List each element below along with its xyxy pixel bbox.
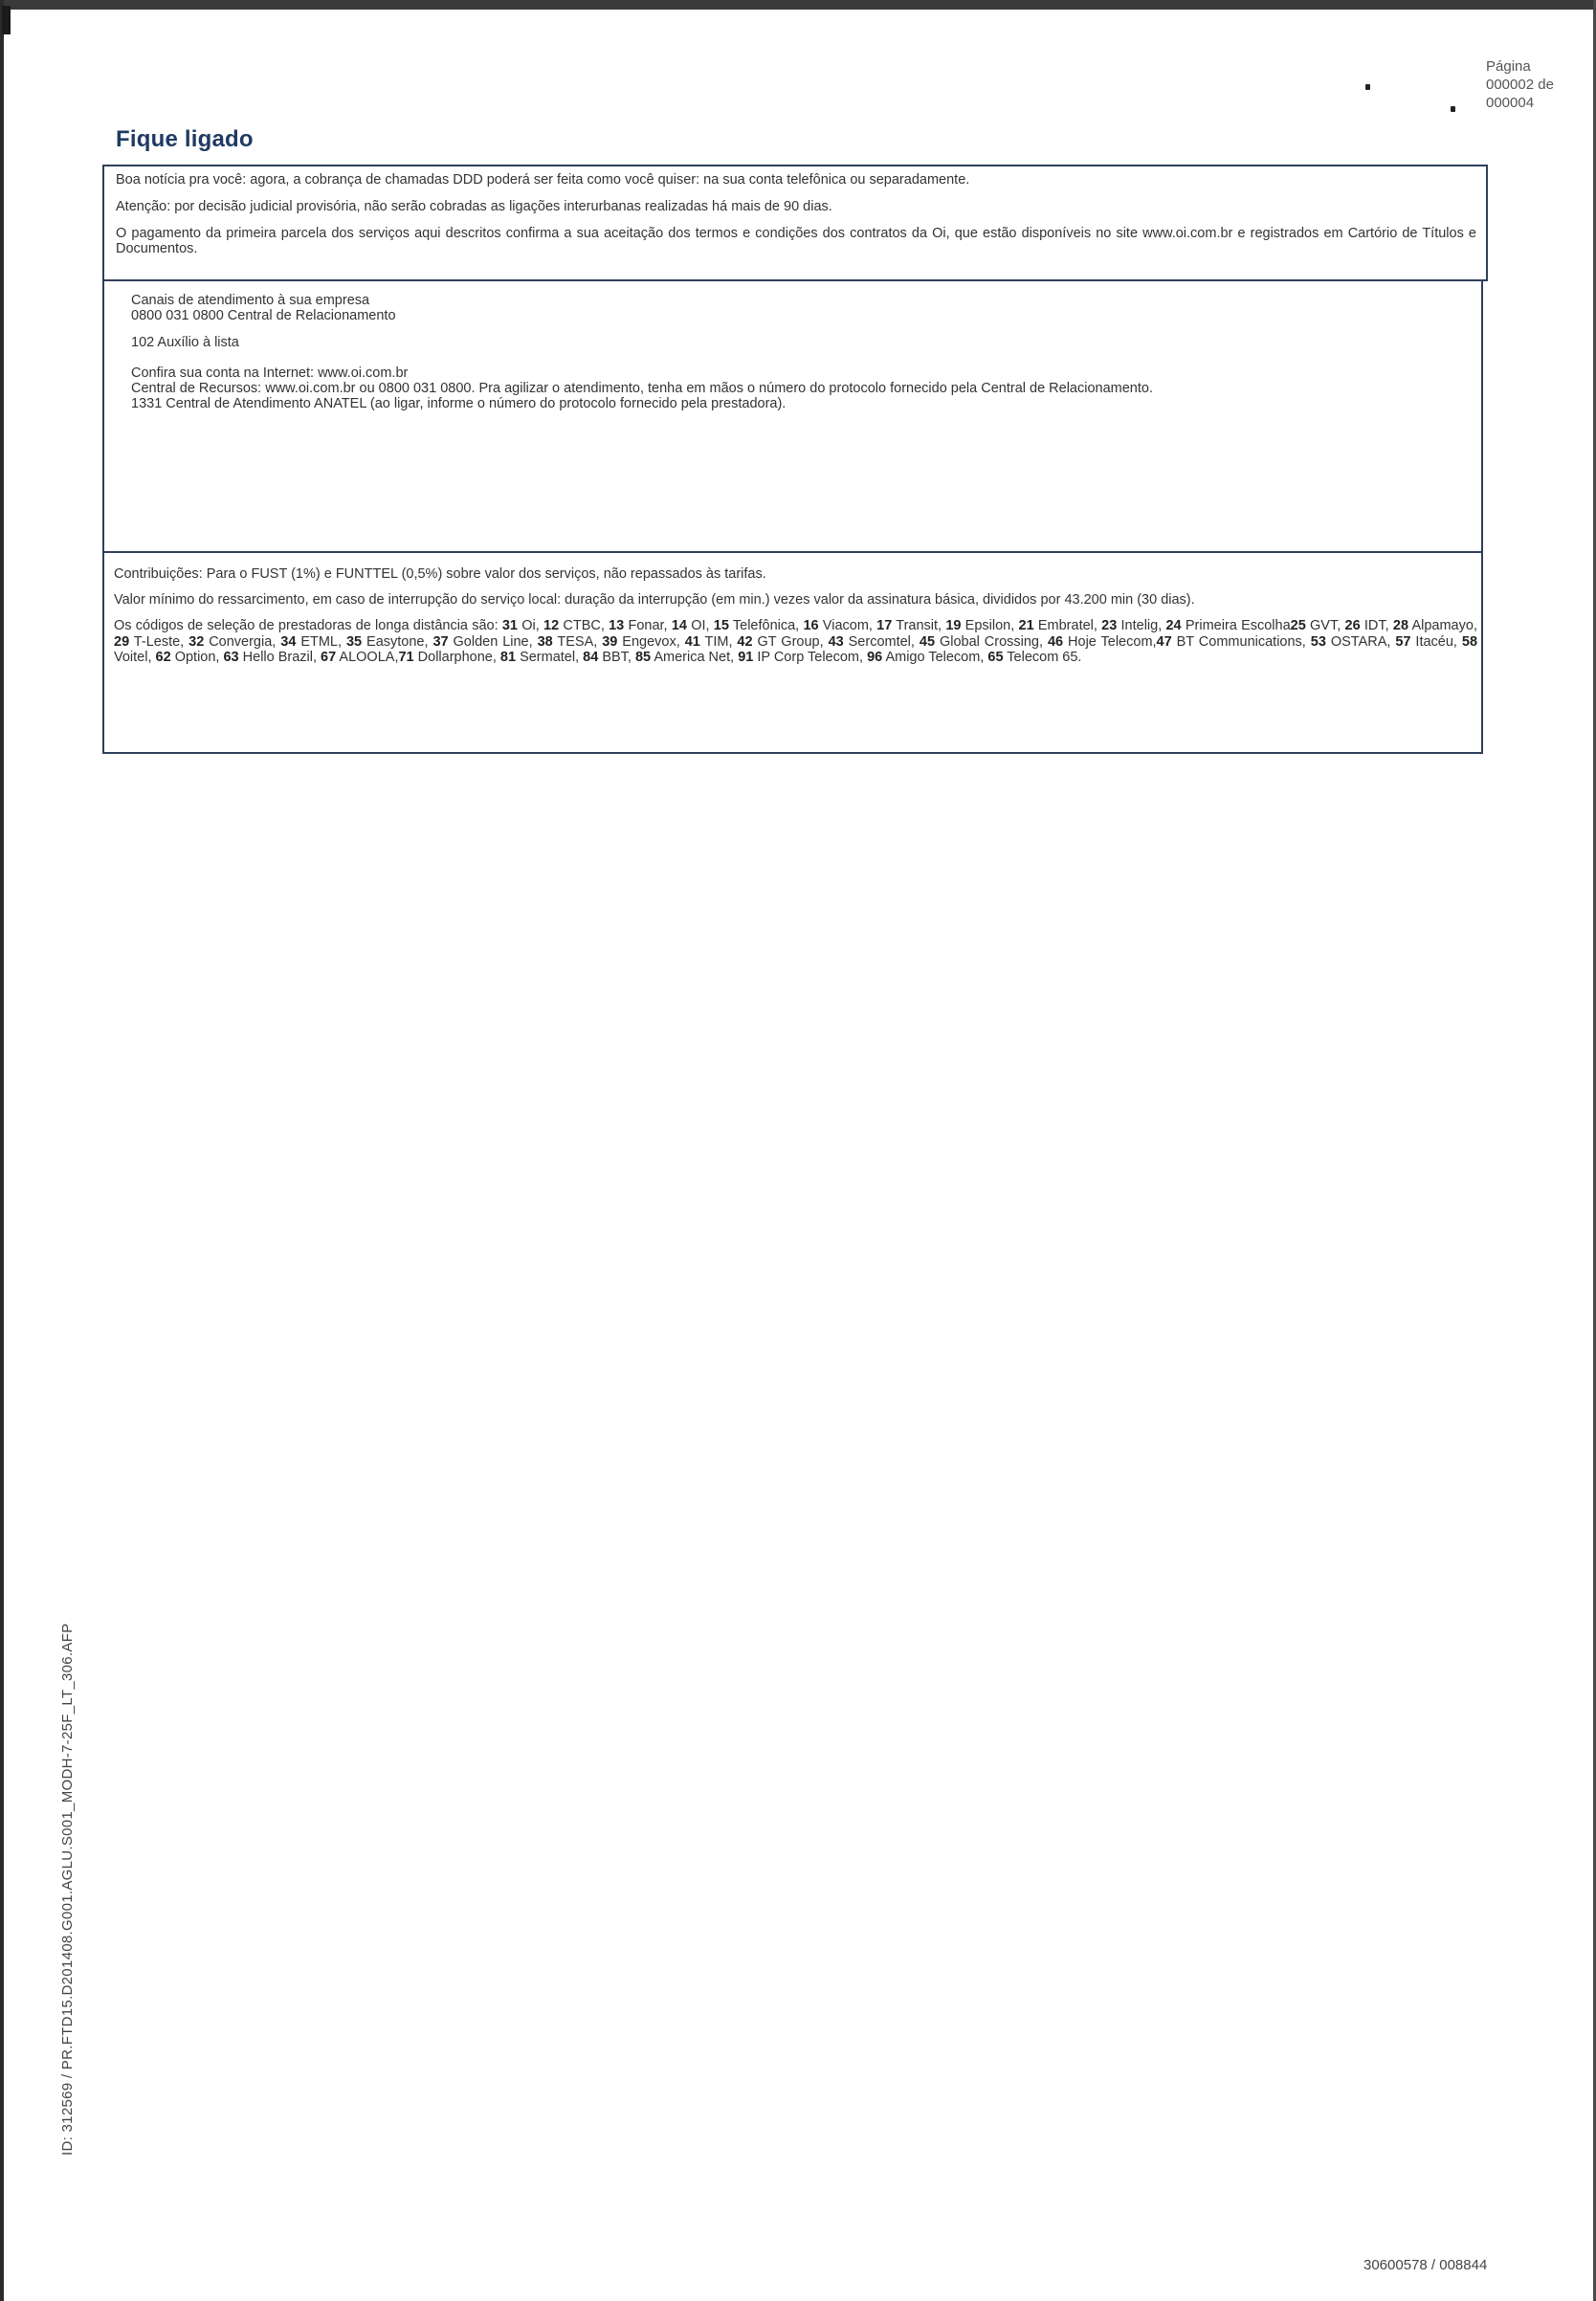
- carrier-code: 42: [737, 633, 753, 650]
- scan-top-edge: [0, 0, 1596, 10]
- carrier-code: 13: [609, 618, 625, 633]
- carrier-code: 38: [537, 633, 553, 650]
- channel-line: 0800 031 0800 Central de Relacionamento: [131, 308, 396, 323]
- carrier-name: T-Leste,: [129, 633, 189, 650]
- carrier-code: 96: [867, 650, 883, 665]
- carrier-name: Fonar,: [624, 618, 672, 633]
- carrier-name: America Net,: [651, 650, 739, 665]
- document-code: 30600578 / 008844: [1363, 2257, 1488, 2273]
- carrier-name: Embratel,: [1033, 618, 1102, 633]
- carrier-name: Sercomtel,: [843, 633, 920, 650]
- carrier-code: 25: [1290, 618, 1306, 633]
- carrier-code: 43: [828, 633, 844, 650]
- registration-mark: [1451, 106, 1455, 112]
- carrier-name: OSTARA,: [1325, 633, 1396, 650]
- carrier-name: Hoje Telecom,: [1063, 633, 1157, 650]
- carrier-code: 47: [1156, 633, 1172, 650]
- carrier-codes-paragraph: [114, 618, 1477, 666]
- carrier-code: 53: [1310, 633, 1326, 650]
- notice-paragraph: Atenção: por decisão judicial provisória, não serão cobradas as ligações interurbanas realizadas há mais de 90 dias.: [116, 199, 832, 214]
- page-number: [1486, 57, 1554, 112]
- carrier-code: 32: [188, 633, 205, 650]
- contributions-box: [102, 551, 1483, 754]
- carrier-name: Telecom 65.: [1003, 650, 1082, 665]
- carrier-name: Alpamayo,: [1408, 618, 1477, 633]
- carrier-code: 45: [919, 633, 936, 650]
- carrier-name: Global Crossing,: [935, 633, 1048, 650]
- section-title: Fique ligado: [116, 126, 254, 152]
- channel-line: 1331 Central de Atendimento ANATEL (ao ligar, informe o número do protocolo fornecido pela prestadora).: [131, 396, 787, 411]
- carrier-code: 31: [501, 618, 518, 633]
- carrier-code: 28: [1392, 618, 1409, 633]
- contrib-paragraph: Contribuições: Para o FUST (1%) e FUNTTEL (0,5%) sobre valor dos serviços, não repassados às tarifas.: [114, 566, 766, 582]
- carrier-code: 85: [634, 650, 652, 665]
- carrier-code: 39: [602, 633, 618, 650]
- carrier-name: Oi,: [518, 618, 543, 633]
- carrier-name: Primeira Escolha: [1181, 618, 1291, 633]
- carrier-name: TIM,: [699, 633, 738, 650]
- carrier-name: Telefônica,: [728, 618, 804, 633]
- carrier-code: 71: [398, 650, 414, 665]
- channel-line: Central de Recursos: www.oi.com.br ou 0800 031 0800. Pra agilizar o atendimento, tenha em mãos o número do protocolo fornecido pela Central de Relacionamento.: [131, 381, 1153, 396]
- carrier-name: Epsilon,: [961, 618, 1019, 633]
- carrier-name: ALOOLA,: [336, 650, 399, 665]
- notice-paragraph: Boa notícia pra você: agora, a cobrança de chamadas DDD poderá ser feita como você quiser: na sua conta telefônica ou separadamente.: [116, 172, 970, 188]
- carrier-name: Option,: [170, 650, 224, 665]
- carrier-code: 67: [321, 650, 337, 665]
- carrier-name: Transit,: [892, 618, 946, 633]
- carrier-code: 15: [713, 618, 729, 633]
- carrier-name: IP Corp Telecom,: [753, 650, 868, 665]
- page-total: 000004: [1486, 95, 1535, 111]
- carrier-code: 35: [345, 633, 363, 650]
- registration-mark: [1365, 84, 1370, 90]
- contrib-paragraph: Valor mínimo do ressarcimento, em caso de interrupção do serviço local: duração da interrupção (em min.) vezes valor da assinatura básica, divididos por 43.200 min (30 dias).: [114, 592, 1195, 608]
- carrier-name: Engevox,: [617, 633, 685, 650]
- carrier-name: Hello Brazil,: [238, 650, 321, 665]
- carrier-code: 81: [499, 650, 517, 665]
- carrier-name: Golden Line,: [448, 633, 538, 650]
- channel-line: 102 Auxílio à lista: [131, 335, 239, 350]
- carrier-name: BT Communications,: [1171, 633, 1311, 650]
- carrier-name: OI,: [686, 618, 714, 633]
- carrier-code: 26: [1344, 618, 1361, 633]
- carrier-code: 19: [945, 618, 962, 633]
- page-label: Página: [1486, 58, 1531, 75]
- carrier-code: 23: [1101, 618, 1118, 633]
- document-id-vertical: ID: 312569 / PR.FTD15.D201408.G001.AGLU.S001_MODH-7-25F_LT_306.AFP: [59, 1623, 76, 2156]
- carrier-name: Viacom,: [818, 618, 877, 633]
- carrier-code: 16: [803, 618, 819, 633]
- codes-intro: Os códigos de seleção de prestadoras de longa distância são:: [114, 618, 502, 633]
- carrier-code: 12: [543, 618, 560, 633]
- carrier-name: Itacéu,: [1410, 633, 1462, 650]
- carrier-name: ETML,: [296, 633, 346, 650]
- carrier-name: Voitel,: [114, 650, 156, 665]
- carrier-code: 34: [280, 633, 297, 650]
- carrier-name: Sermatel,: [516, 650, 584, 665]
- carrier-name: Easytone,: [362, 633, 433, 650]
- carrier-code: 46: [1047, 633, 1064, 650]
- notice-box: [102, 165, 1488, 281]
- carrier-code: 24: [1165, 618, 1182, 633]
- carrier-name: IDT,: [1360, 618, 1393, 633]
- carrier-name: Amigo Telecom,: [882, 650, 988, 665]
- scan-left-edge: [0, 0, 4, 2301]
- carrier-code: 14: [671, 618, 687, 633]
- carrier-code: 62: [155, 650, 171, 665]
- channels-heading: Canais de atendimento à sua empresa: [131, 293, 370, 308]
- carrier-code: 65: [987, 650, 1004, 665]
- carrier-code: 17: [876, 618, 893, 633]
- carrier-code: 21: [1018, 618, 1034, 633]
- carrier-name: GT Group,: [752, 633, 829, 650]
- carrier-name: TESA,: [552, 633, 603, 650]
- carrier-code: 57: [1395, 633, 1411, 650]
- carrier-name: BBT,: [598, 650, 635, 665]
- scan-left-mark: [2, 6, 11, 34]
- carrier-code: 84: [583, 650, 599, 665]
- channel-line: Confira sua conta na Internet: www.oi.com.br: [131, 365, 409, 381]
- carrier-name: Convergia,: [204, 633, 281, 650]
- service-channels-box: [102, 279, 1483, 553]
- notice-paragraph: O pagamento da primeira parcela dos serviços aqui descritos confirma a sua aceitação dos termos e condições dos contratos da Oi, que estão disponíveis no site www.oi.com.br e registrados em Cartório de Títulos e Documentos.: [116, 226, 1476, 256]
- carrier-name: CTBC,: [559, 618, 610, 633]
- carrier-code: 29: [114, 633, 130, 650]
- carrier-name: GVT,: [1305, 618, 1345, 633]
- carrier-code: 37: [432, 633, 449, 650]
- carrier-code: 91: [738, 650, 754, 665]
- page-current: 000002 de: [1486, 77, 1554, 93]
- carrier-code: 41: [684, 633, 700, 650]
- carrier-code: 58: [1461, 633, 1478, 650]
- carrier-code: 63: [223, 650, 239, 665]
- carrier-name: Intelig,: [1117, 618, 1166, 633]
- carrier-name: Dollarphone,: [413, 650, 500, 665]
